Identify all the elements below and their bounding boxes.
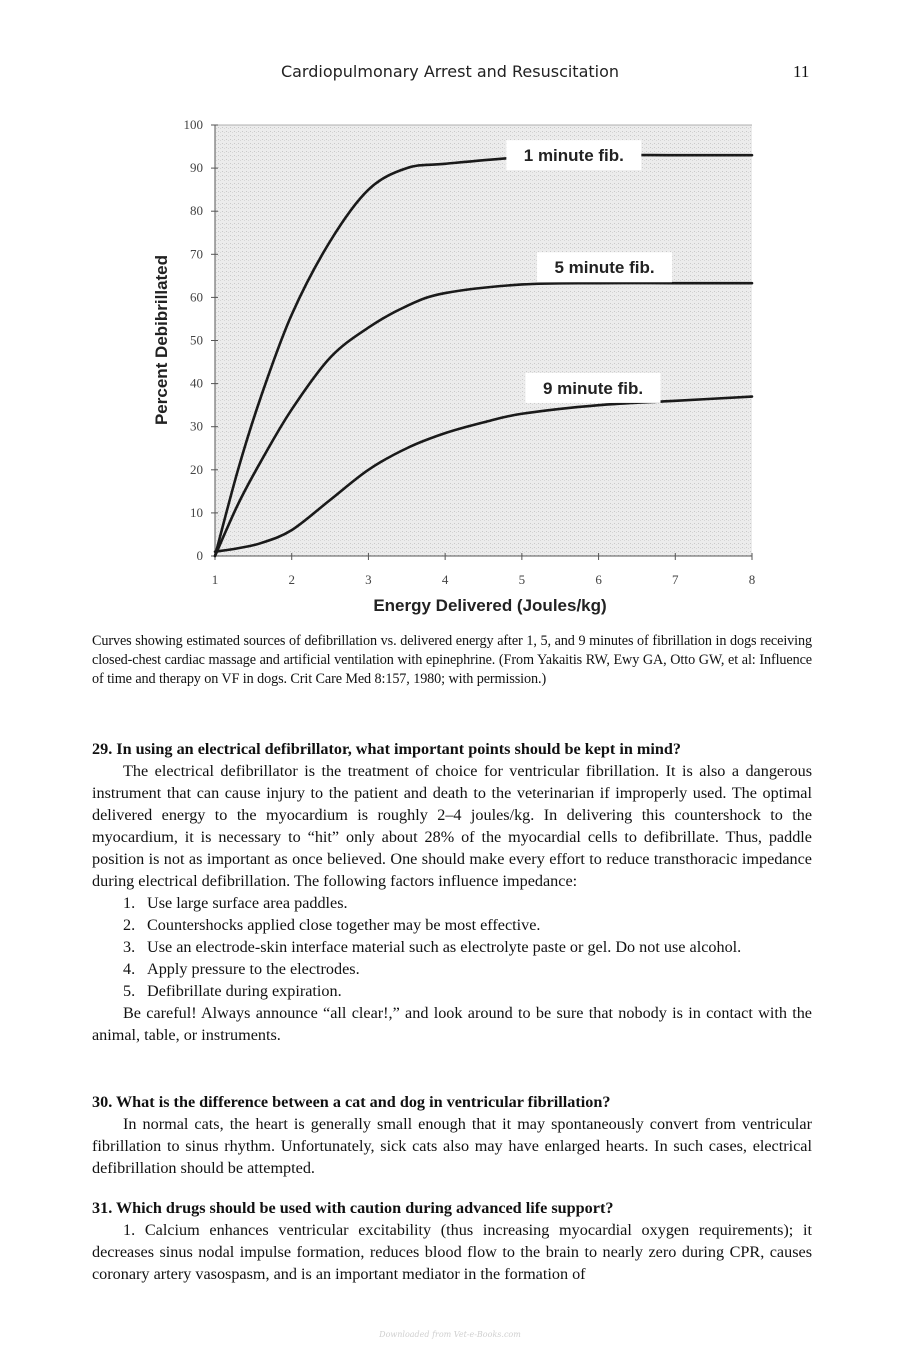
y-tick-label: 100 [183,117,203,132]
question-30 [92,1091,812,1179]
y-axis-label: Percent Debibrillated [152,254,171,426]
x-tick-label: 8 [748,572,756,587]
y-tick-label: 70 [190,246,203,262]
x-tick-label: 1 [211,572,219,587]
footer-watermark: Downloaded from Vet-e-Books.com [379,1330,521,1339]
question-30-heading: 30. What is the difference between a cat and dog in ventricular fibrillation? [92,1093,611,1111]
x-tick-label: 4 [441,572,449,587]
question-29-heading: 29. In using an electrical defibrillator, what important points should be kept in mind? [92,740,681,758]
question-30-paragraph-1: In normal cats, the heart is generally small enough that it may spontaneously convert from ventricular fibrillation to sinus rhythm. Unfortunately, sick cats also may have enlarged hearts. In such cases, electrical defibrillation should be attempted. [92,1115,812,1177]
list-item [92,958,812,980]
y-tick-label: 10 [190,504,203,520]
list-item-text: Countershocks applied close together may be most effective. [147,916,541,934]
series-label: 9 minute fib. [542,378,644,398]
list-item-text: Use large surface area paddles. [147,894,348,912]
list-item-text: Use an electrode-skin interface material such as electrolyte paste or gel. Do not use alcohol. [147,938,742,956]
list-item [92,936,812,958]
question-29-paragraph-2: Be careful! Always announce “all clear!,” and look around to be sure that nobody is in contact with the animal, table, or instruments. [92,1004,812,1044]
figure-caption: Curves showing estimated sources of defibrillation vs. delivered energy after 1, 5, and 9 minutes of fibrillation in dogs receiving closed-chest cardiac massage and artificial ventilation with epinephrine. (From Yakaitis RW, Ewy GA, Otto GW, et al: Influence of time and therapy on VF in dogs. Crit Care Med 8:157, 1980; with permission.) [92,633,812,687]
y-tick-label: 90 [190,160,203,176]
series-label: 5 minute fib. [554,258,655,278]
question-29-paragraph-1: The electrical defibrillator is the treatment of choice for ventricular fibrillation. It is also a dangerous instrument that can cause injury to the patient and death to the veterinarian if improperly used. The optimal delivered energy to the myocardium is roughly 2–4 joules/kg. In delivering this countershock to the myocardium, it is necessary to “hit” only about 28% of the myocardial cells to defibrillate. Thus, paddle position is not as important as once believed. One should make every effort to reduce transthoracic impedance during electrical defibrillation. The following factors influence impedance: [92,762,812,890]
y-tick-label: 0 [196,548,203,563]
y-tick-label: 80 [190,203,203,219]
x-tick-label: 3 [365,572,372,587]
y-tick-label: 60 [190,289,203,305]
y-tick-label: 20 [190,461,203,477]
running-header-title: Cardiopulmonary Arrest and Resuscitation [280,62,620,81]
y-tick-label: 40 [190,375,203,391]
x-axis-label: Energy Delivered (Joules/kg) [373,596,607,615]
series-label: 1 minute fib. [523,146,624,166]
question-29 [92,738,812,1046]
defibrillation-chart [145,110,765,622]
plot-background [215,125,752,556]
list-item-number: 5. [123,982,136,1000]
question-31-paragraph-1: 1. Calcium enhances ventricular excitability (thus increasing myocardial oxygen requirements); it decreases sinus nodal impulse formation, reduces blood flow to the brain to nearly zero during CPR, causes coronary artery vasospasm, and is an important mediator in the formation of [92,1221,812,1283]
question-31-heading: 31. Which drugs should be used with caution during advanced life support? [92,1199,614,1217]
list-item-text: Defibrillate during expiration. [147,982,342,1000]
list-item-number: 1. [123,894,136,912]
list-item-number: 2. [123,916,136,934]
list-item [92,980,812,1002]
x-tick-label: 7 [672,572,679,587]
list-item-number: 3. [123,938,136,956]
page-number: 11 [793,62,810,81]
x-tick-label: 2 [288,572,295,587]
list-item-number: 4. [123,960,136,978]
x-tick-label: 5 [518,572,526,587]
x-tick-label: 6 [595,572,602,587]
y-tick-label: 30 [190,418,203,434]
impedance-factors-list [92,892,812,1002]
list-item [92,892,812,914]
question-31 [92,1197,812,1285]
list-item [92,914,812,936]
list-item-text: Apply pressure to the electrodes. [147,960,360,978]
y-tick-label: 50 [190,332,203,348]
